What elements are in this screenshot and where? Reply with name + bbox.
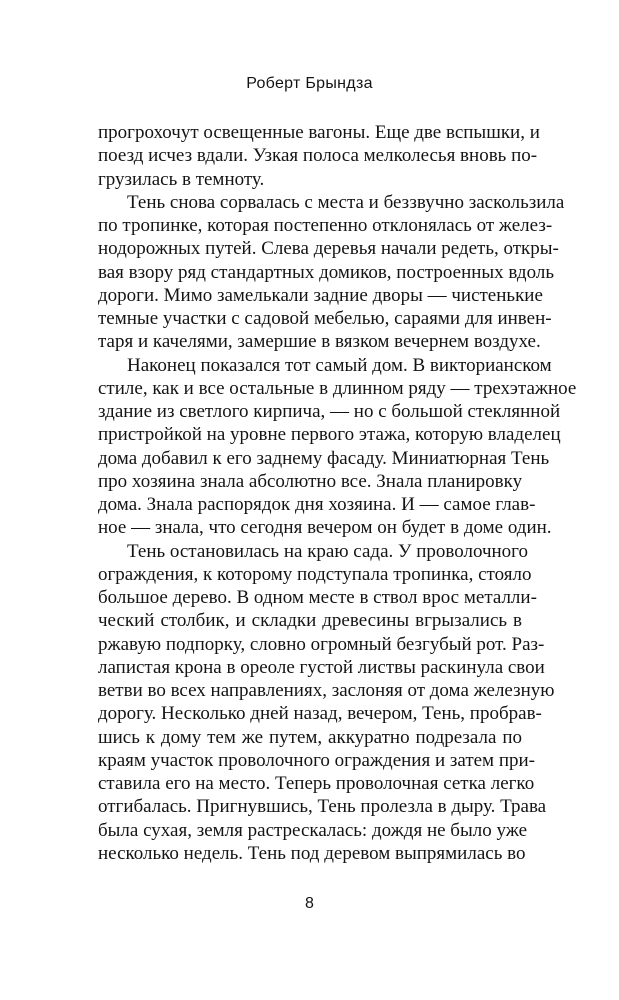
page-number: 8: [305, 895, 314, 912]
text-line: отгибалась. Пригнувшись, Тень пролезла в дыру. Трава: [98, 796, 547, 818]
text-line: была сухая, земля растрескалась: дождя не было уже: [98, 819, 528, 841]
text-line: по тропинке, которая постепенно отклонялась от желез-: [98, 215, 553, 237]
text-line: вая взору ряд стандартных домиков, построенных вдоль: [98, 261, 554, 283]
text-line: несколько недель. Тень под деревом выпрямилась во: [98, 843, 526, 864]
text-line: про хозяина знала абсолютно все. Знала планировку: [98, 470, 523, 492]
text-line: дороги. Мимо замелькали задние дворы — чистенькие: [98, 284, 543, 306]
running-header-author: Роберт Брындза: [246, 75, 373, 92]
text-line: прогрохочут освещенные вагоны. Еще две вспышки, и: [98, 122, 540, 143]
text-line: Наконец показался тот самый дом. В викторианском: [127, 354, 552, 376]
text-line: поезд исчез вдали. Узкая полоса мелколесья вновь по-: [98, 145, 538, 167]
text-line: лапистая крона в ореоле густой листвы раскинула свои: [98, 656, 545, 678]
text-line: пристройкой на уровне первого этажа, которую владелец: [98, 424, 561, 446]
text-line: здание из светлого кирпича, — но с большой стеклянной: [98, 401, 561, 423]
text-line: краям участок проволочного ограждения и затем при-: [98, 749, 535, 771]
text-line: ржавую подпорку, словно огромный безгубый рот. Раз-: [98, 633, 545, 655]
text-line: ветви во всех направлениях, заслоняя от дома железную: [98, 680, 555, 702]
text-line: большое дерево. В одном месте в ствол врос металли-: [98, 587, 537, 609]
text-line: дома добавил к его заднему фасаду. Миниатюрная Тень: [98, 447, 550, 469]
text-line: Тень остановилась на краю сада. У проволочного: [127, 540, 528, 562]
text-line: дорогу. Несколько дней назад, вечером, Тень, пробрав-: [98, 703, 542, 725]
text-line: шись к дому тем же путем, аккуратно подрезала по: [98, 726, 522, 748]
text-line: таря и качелями, замершие в вязком вечернем воздухе.: [98, 331, 541, 353]
text-line: дома. Знала распорядок дня хозяина. И — самое глав-: [98, 494, 536, 516]
text-line: стиле, как и все остальные в длинном ряду — трехэтажное: [98, 377, 577, 399]
text-line: ставила его на место. Теперь проволочная сетка легко: [98, 773, 535, 795]
text-line: нодорожных путей. Слева деревья начали редеть, откры-: [98, 238, 559, 260]
text-line: грузилась в темноту.: [98, 168, 265, 190]
text-line: ное — знала, что сегодня вечером он будет в доме один.: [98, 517, 552, 539]
text-line: Тень снова сорвалась с места и беззвучно заскользила: [127, 191, 565, 213]
text-line: темные участки с садовой мебелью, сараями для инвен-: [98, 308, 552, 330]
text-line: ческий столбик, и складки древесины вгрызались в: [98, 610, 522, 632]
text-line: ограждения, к которому подступала тропинка, стояло: [98, 563, 532, 585]
